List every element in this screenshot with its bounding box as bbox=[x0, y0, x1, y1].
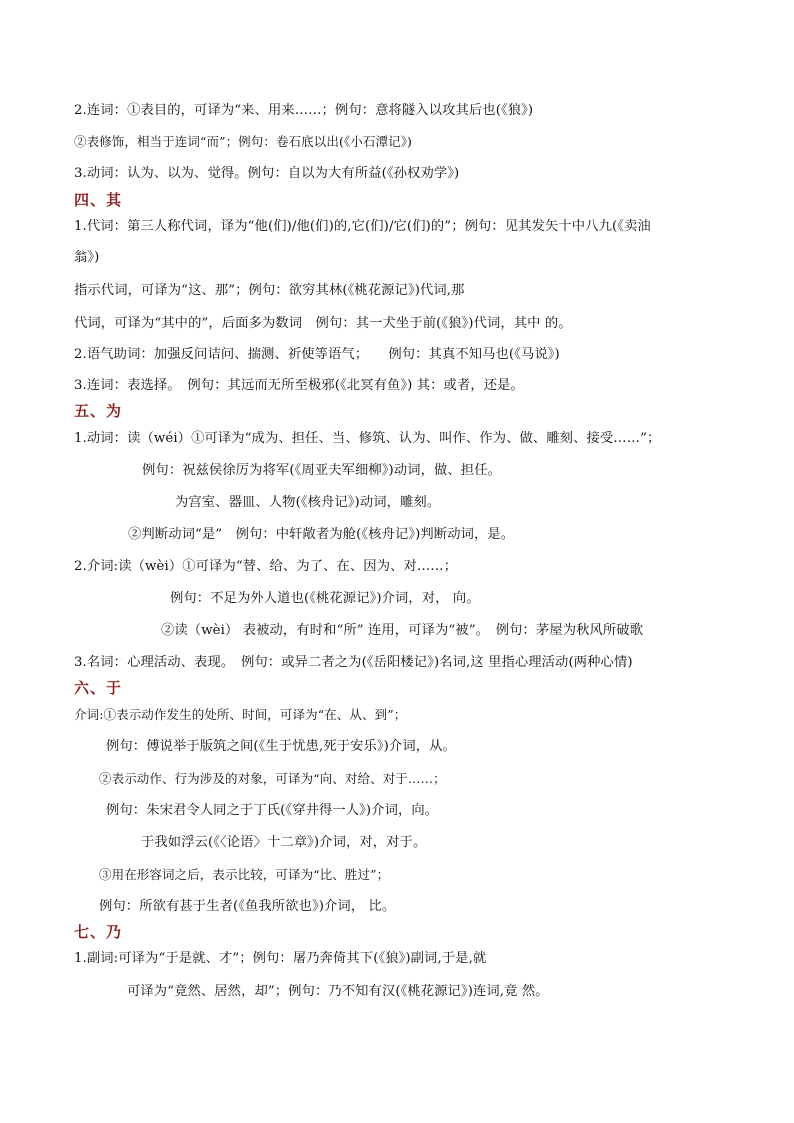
text-line: 翁》) bbox=[74, 250, 100, 265]
text-line: 指示代词，可译为“这、那”；例句：欲穷其林(《桃花源记》)代词,那 bbox=[74, 283, 465, 298]
text-line: 例句：所欲有甚于生者(《鱼我所欲也》)介词， 比。 bbox=[99, 899, 396, 914]
text-line: ③用在形容词之后，表示比较，可译为“比、胜过”； bbox=[99, 867, 390, 882]
text-line: 例句：傅说举于版筑之间(《生于忧患,死于安乐》)介词，从。 bbox=[106, 739, 456, 754]
section-heading: 五、为 bbox=[74, 402, 123, 420]
text-line: 1.动词：读（wéi）①可译为“成为、担任、当、修筑、认为、叫作、作为、做、雕刻、接受……”； bbox=[74, 431, 661, 446]
text-line: 例句：朱宋君令人同之于丁氏(《穿井得一人》)介词，向。 bbox=[106, 803, 439, 818]
section-heading: 六、于 bbox=[74, 679, 123, 697]
text-line: 于我如浮云(《〈论语〉十二章》)介词，对，对于。 bbox=[141, 835, 427, 850]
text-line: 例句：不足为外人道也(《桃花源记》)介词，对， 向。 bbox=[170, 591, 480, 606]
text-line: 代词，可译为“其中的”，后面多为数词 例句：其一犬坐于前(《狼》)代词，其中 的。 bbox=[74, 316, 572, 331]
text-line: 介词:①表示动作发生的处所、时间，可译为“在、从、到”； bbox=[74, 707, 407, 722]
text-line: ②表示动作、行为涉及的对象，可译为“向、对给、对于……； bbox=[99, 771, 446, 786]
text-line: ②表修饰，相当于连词“而”；例句：卷石底以出(《小石潭记》) bbox=[74, 134, 413, 149]
text-line: 3.动词：认为、以为、觉得。例句：自以为大有所益(《孙权劝学》) bbox=[74, 166, 460, 181]
text-line: 2.介词:读（wèi）①可译为“替、给、为了、在、因为、对……； bbox=[74, 559, 458, 574]
section-heading: 四、其 bbox=[74, 191, 123, 209]
section-heading: 七、乃 bbox=[74, 923, 123, 941]
text-line: 可译为“竟然、居然，却”；例句：乃不知有汉(《桃花源记》)连词,竟 然。 bbox=[127, 984, 549, 999]
text-line: 3.名词：心理活动、表现。 例句：或异二者之为(《岳阳楼记》)名词,这 里指心理活动(两种心情) bbox=[74, 655, 633, 670]
text-line: 2.连词：①表目的，可译为“来、用来……；例句：意将隧入以攻其后也(《狼》) bbox=[74, 103, 534, 118]
text-line: 例句：祝兹侯徐厉为将军(《周亚夫军细柳》)动词，做、担任。 bbox=[142, 463, 501, 478]
text-line: ②判断动词“是” 例句：中轩敞者为舱(《核舟记》)判断动词，是。 bbox=[128, 527, 515, 542]
text-line: ②读（wèi） 表被动，有时和“所” 连用，可译为“被”。 例句：茅屋为秋风所破歌 bbox=[161, 623, 644, 638]
text-line: 3.连词：表选择。 例句：其远而无所至极邪(《北冥有鱼》) 其：或者，还是。 bbox=[74, 378, 524, 393]
text-line: 为宫室、器皿、人物(《核舟记》)动词，雕刻。 bbox=[175, 495, 441, 510]
text-line: 2.语气助词：加强反问诘问、揣测、祈使等语气； 例句：其真不知马也(《马说》) bbox=[74, 347, 560, 362]
text-line: 1.副词:可译为“于是就、才”；例句：屠乃奔倚其下(《狼》)副词,于是,就 bbox=[74, 951, 487, 966]
text-line: 1.代词：第三人称代词，译为“他(们)/他(们)的,它(们)/它(们)的”；例句：见其发矢十中八九(《卖油 bbox=[74, 219, 651, 234]
